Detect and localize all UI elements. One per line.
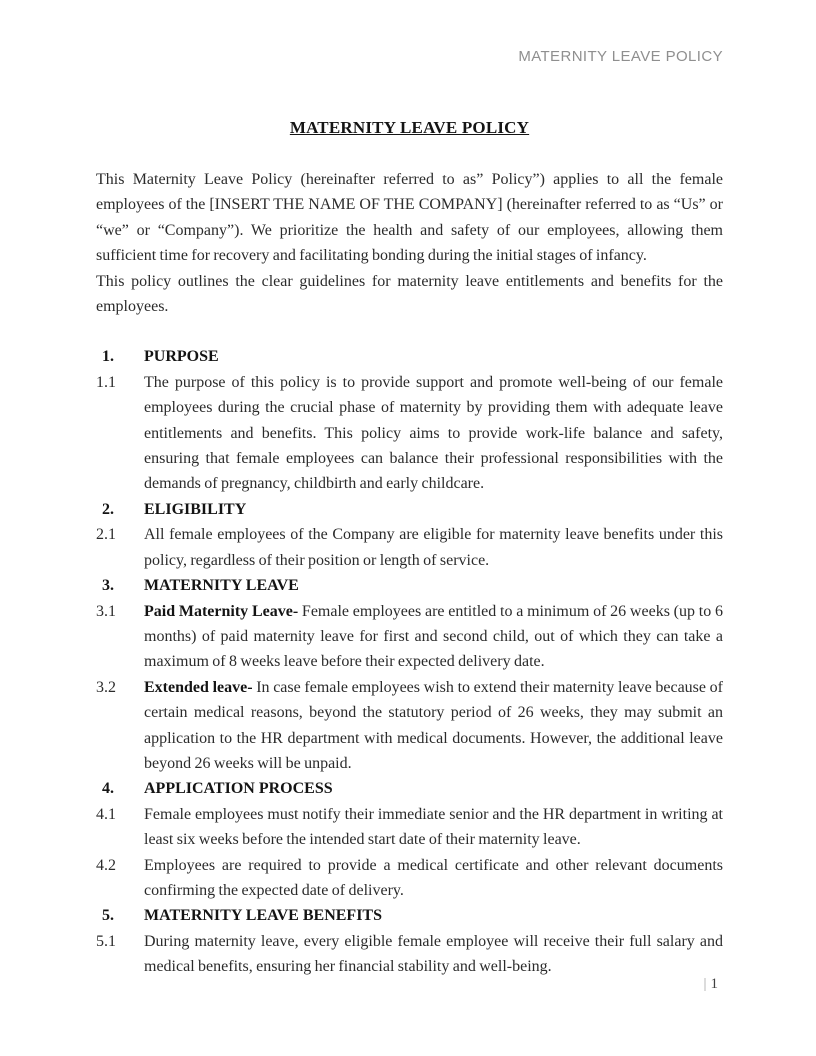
clause-body: All female employees of the Company are eligible for maternity leave benefits under this policy, regardless of their position or length of service.: [144, 526, 723, 569]
clause-number: 4.1: [96, 805, 116, 823]
section-heading-application-process: [96, 776, 723, 801]
page-header: [96, 48, 723, 66]
intro-paragraph-2: This policy outlines the clear guidelines for maternity leave entitlements and benefits for the employees.: [96, 272, 723, 316]
section-heading-maternity-leave-benefits: [96, 903, 723, 928]
section-title: MATERNITY LEAVE BENEFITS: [144, 907, 382, 925]
clause-body: The purpose of this policy is to provide support and promote well-being of our female employees during the crucial phase of maternity by providing them with adequate leave entitlements and benefits. This policy aims to provide work-life balance and safety, ensuring that female employees can balance their professional responsibilities with the demands of pregnancy, childbirth and early childcare.: [144, 373, 723, 493]
section-title: MATERNITY LEAVE: [144, 577, 299, 595]
section-title: PURPOSE: [144, 348, 219, 366]
clause-number: 3.2: [96, 678, 116, 696]
policy-clause: [96, 853, 723, 904]
section-heading-eligibility: [96, 497, 723, 522]
clause-body: During maternity leave, every eligible female employee will receive their full salary and medical benefits, ensuring her financial stability and well-being.: [144, 932, 723, 976]
clause-number: 3.1: [96, 602, 116, 620]
document-title-text: MATERNITY LEAVE POLICY: [289, 118, 530, 137]
clause-number: 1.1: [96, 373, 116, 391]
section-heading-purpose: [96, 344, 723, 369]
clause-text: [144, 599, 723, 675]
intro-paragraphs: [96, 167, 723, 319]
section-number: 4.: [102, 780, 114, 798]
document-title: [96, 118, 723, 138]
clause-text: [144, 522, 723, 573]
clause-number: 4.2: [96, 856, 116, 874]
page-number: 1: [710, 976, 718, 992]
clause-text: [144, 675, 723, 777]
clause-text: [144, 370, 723, 497]
section-number: 2.: [102, 500, 114, 518]
section-number: 3.: [102, 577, 114, 595]
clause-lead: Extended leave-: [144, 678, 253, 696]
clause-number: 5.1: [96, 932, 116, 950]
clause-text: [144, 802, 723, 853]
clause-number: 2.1: [96, 526, 116, 544]
clause-body: Female employees must notify their immediate senior and the HR department in writing at least six weeks before the intended start date of their maternity leave.: [144, 805, 723, 849]
section-number: 1.: [102, 348, 114, 366]
policy-clause: [96, 599, 723, 675]
section-number: 5.: [102, 907, 114, 925]
footer-separator: |: [703, 976, 707, 992]
section-heading-maternity-leave: [96, 573, 723, 598]
clause-list: [96, 344, 723, 979]
section-title: ELIGIBILITY: [144, 500, 247, 518]
running-header-text: MATERNITY LEAVE POLICY: [518, 48, 723, 65]
clause-text: [144, 929, 723, 980]
clause-text: [144, 853, 723, 904]
clause-lead: Paid Maternity Leave-: [144, 602, 299, 620]
policy-clause: [96, 929, 723, 980]
policy-clause: [96, 370, 723, 497]
clause-body: In case female employees wish to extend their maternity leave because of certain medical reasons, beyond the statutory period of 26 weeks, they may submit an application to the HR department with medical documents. However, the additional leave beyond 26 weeks will be unpaid.: [144, 678, 723, 772]
clause-body: Employees are required to provide a medical certificate and other relevant documents confirming the expected date of delivery.: [144, 856, 723, 899]
policy-clause: [96, 522, 723, 573]
page-footer: [703, 975, 718, 994]
clause-body: Female employees are entitled to a minimum of 26 weeks (up to 6 months) of paid maternity leave for first and second child, out of which they can take a maximum of 8 weeks leave before their expected delivery date.: [144, 602, 723, 671]
policy-clause: [96, 675, 723, 777]
intro-paragraph-1: This Maternity Leave Policy (hereinafter referred to as” Policy”) applies to all the female employees of the [INSERT THE NAME OF THE COMPANY] (hereinafter referred to as “Us” or “we” or “Company”). We prioritize the health and safety of our employees, allowing them sufficient time for recovery and facilitating bonding during the initial stages of infancy.: [96, 171, 723, 265]
policy-clause: [96, 802, 723, 853]
section-title: APPLICATION PROCESS: [144, 780, 333, 798]
